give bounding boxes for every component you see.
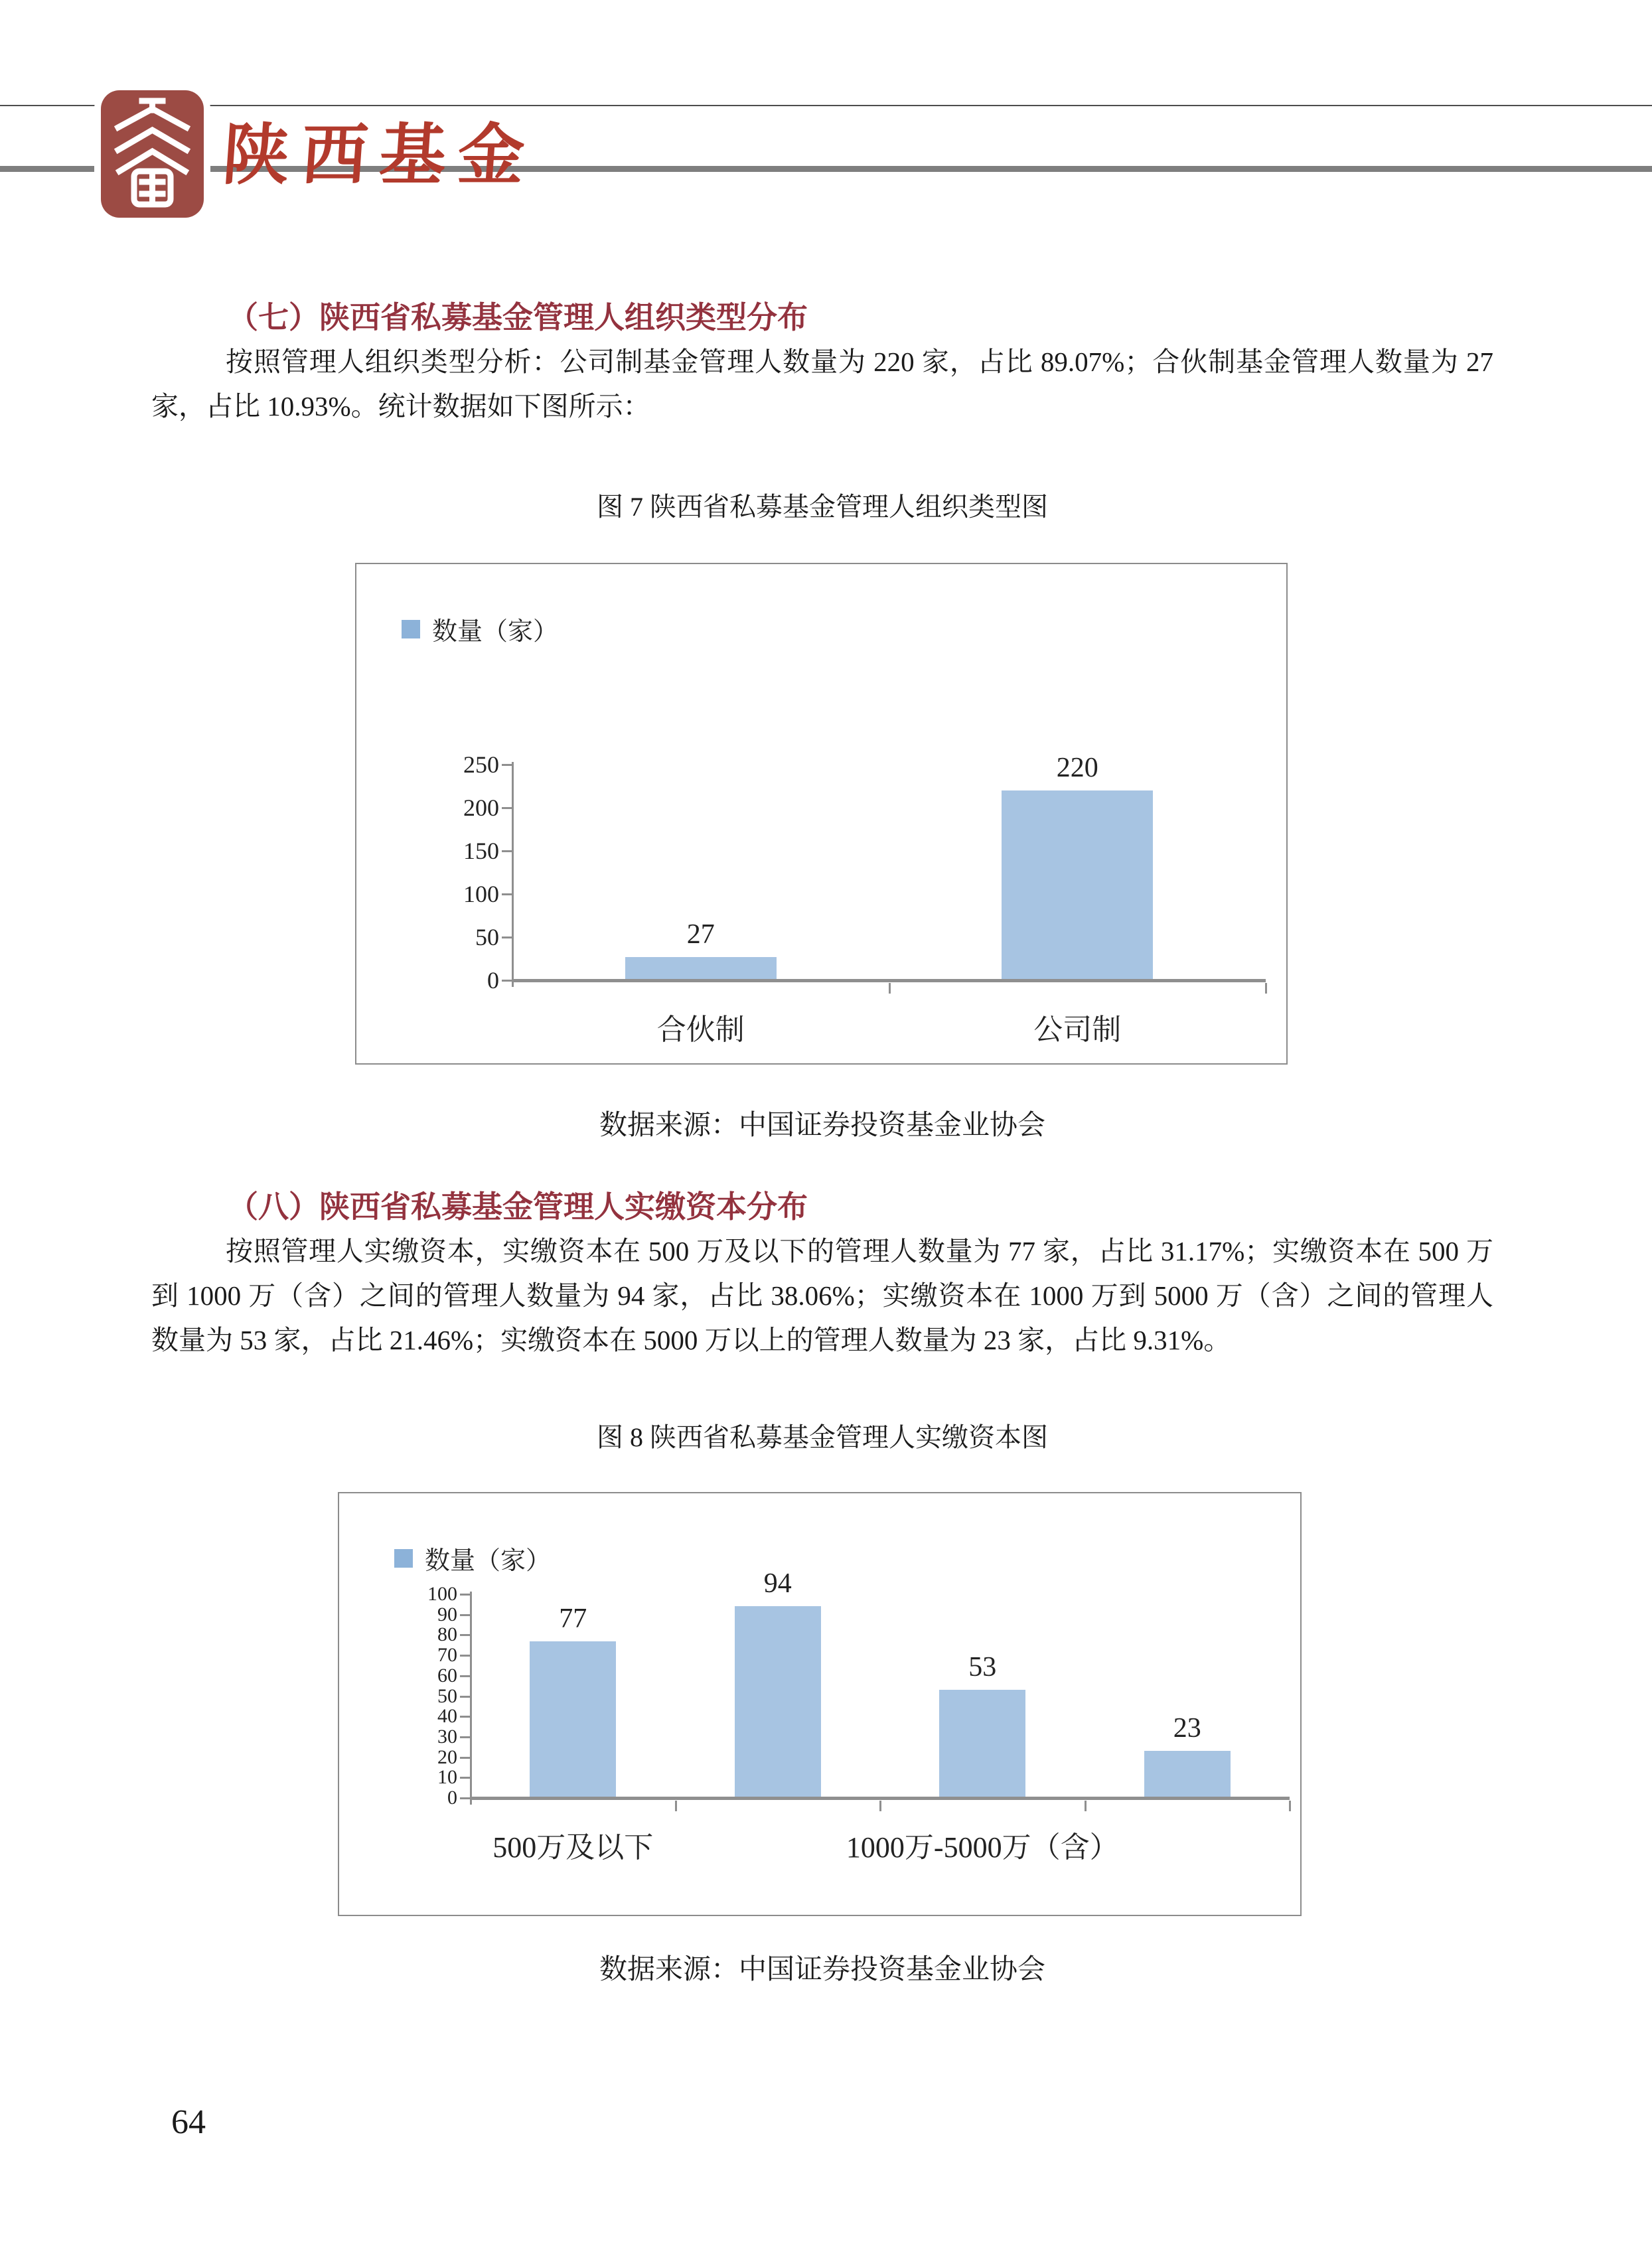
- y-axis-line: [512, 762, 514, 987]
- y-tick-label: 80: [437, 1623, 457, 1646]
- y-axis-tick: [460, 1757, 471, 1759]
- x-axis-tick: [675, 1801, 677, 1811]
- y-axis-tick: [502, 980, 512, 982]
- bar: [1002, 790, 1153, 980]
- section-8-heading: （八）陕西省私募基金管理人实缴资本分布: [228, 1189, 808, 1224]
- bar-value-label: 94: [763, 1568, 792, 1600]
- bar-value-label: 27: [686, 919, 715, 950]
- legend: [394, 1540, 551, 1576]
- legend: [402, 611, 558, 647]
- x-axis-tick: [1265, 983, 1267, 994]
- y-axis-tick: [460, 1614, 471, 1616]
- x-axis-label: 1000万-5000万（含）: [846, 1831, 1119, 1864]
- y-tick-label: 50: [437, 1684, 457, 1707]
- legend-label: 数量（家）: [425, 1547, 552, 1575]
- y-tick-label: 100: [463, 881, 499, 907]
- y-axis-tick: [460, 1797, 471, 1799]
- figure-8-caption: 图 8 陕西省私募基金管理人实缴资本图: [597, 1422, 1048, 1452]
- y-tick-label: 30: [437, 1725, 457, 1748]
- y-axis-tick: [502, 764, 512, 766]
- section-7-heading: （七）陕西省私募基金管理人组织类型分布: [228, 300, 808, 335]
- y-axis-tick: [460, 1777, 471, 1779]
- brand-title: 陕西基金: [220, 115, 540, 194]
- bar-value-label: 53: [968, 1652, 997, 1683]
- y-axis-tick: [502, 893, 512, 895]
- section-8-paragraph: 按照管理人实缴资本，实缴资本在 500 万及以下的管理人数量为 77 家，占比 31.17%；实缴资本在 500 万到 1000 万（含）之间的管理人数量为 94 家，占比 38.06%；实缴资本在 1000 万到 5000 万（含）之间的管理人数量为 53 家，占比 21.46%；实缴资本在 5000 万以上的管理人数量为 23 家，占比 9.31%。: [151, 1236, 1493, 1355]
- legend-swatch: [402, 620, 420, 638]
- bar-value-label: 77: [559, 1603, 587, 1634]
- y-tick-label: 200: [463, 794, 499, 821]
- figure-8-source: 数据来源：中国证券投资基金业协会: [599, 1953, 1045, 1985]
- x-axis-label: 公司制: [1033, 1013, 1122, 1046]
- y-tick-label: 0: [447, 1787, 457, 1809]
- figure-7-caption: 图 7 陕西省私募基金管理人组织类型图: [597, 492, 1048, 522]
- bar-value-label: 23: [1173, 1713, 1201, 1744]
- x-axis-line: [471, 1797, 1290, 1800]
- x-axis-label: 500万及以下: [492, 1831, 654, 1864]
- bar: [625, 957, 777, 980]
- y-tick-label: 100: [427, 1583, 457, 1605]
- y-axis-tick: [460, 1675, 471, 1677]
- figure-7-chart: [355, 563, 1288, 1065]
- page-number: 64: [171, 2103, 206, 2141]
- figure-7-source: 数据来源：中国证券投资基金业协会: [599, 1108, 1045, 1141]
- y-tick-label: 10: [437, 1766, 457, 1789]
- y-axis-tick: [460, 1736, 471, 1738]
- y-axis-tick: [502, 850, 512, 852]
- y-axis-tick: [502, 936, 512, 938]
- bar: [735, 1606, 821, 1798]
- x-axis-line: [512, 979, 1266, 982]
- y-axis-tick: [502, 807, 512, 809]
- y-axis-tick: [460, 1696, 471, 1698]
- y-tick-label: 0: [487, 967, 499, 994]
- shaanxi-fund-logo: [101, 90, 204, 218]
- y-tick-label: 20: [437, 1746, 457, 1768]
- y-axis-tick: [460, 1716, 471, 1718]
- bar: [530, 1641, 616, 1798]
- y-tick-label: 50: [475, 924, 499, 950]
- y-tick-label: 70: [437, 1644, 457, 1667]
- y-tick-label: 40: [437, 1705, 457, 1728]
- y-axis-line: [470, 1592, 472, 1805]
- legend-label: 数量（家）: [432, 618, 559, 646]
- x-axis-tick: [889, 983, 891, 994]
- x-axis-label: 合伙制: [656, 1013, 745, 1046]
- y-tick-label: 90: [437, 1603, 457, 1625]
- y-axis-tick: [460, 1594, 471, 1596]
- y-tick-label: 150: [463, 838, 499, 864]
- bar: [1144, 1751, 1231, 1798]
- x-axis-tick: [1085, 1801, 1087, 1811]
- pagoda-icon: [101, 90, 204, 218]
- y-tick-label: 250: [463, 751, 499, 778]
- y-tick-label: 60: [437, 1664, 457, 1686]
- legend-swatch: [394, 1549, 413, 1568]
- x-axis-tick: [879, 1801, 881, 1811]
- bar-value-label: 220: [1056, 753, 1098, 783]
- figure-8-chart: [338, 1492, 1302, 1916]
- y-axis-tick: [460, 1634, 471, 1636]
- header-rule-thin: [0, 105, 1652, 106]
- section-7-paragraph: 按照管理人组织类型分析：公司制基金管理人数量为 220 家，占比 89.07%；合伙制基金管理人数量为 27 家，占比 10.93%。统计数据如下图所示：: [151, 346, 1493, 421]
- x-axis-tick: [1289, 1801, 1291, 1811]
- y-axis-tick: [460, 1655, 471, 1657]
- bar: [939, 1690, 1025, 1798]
